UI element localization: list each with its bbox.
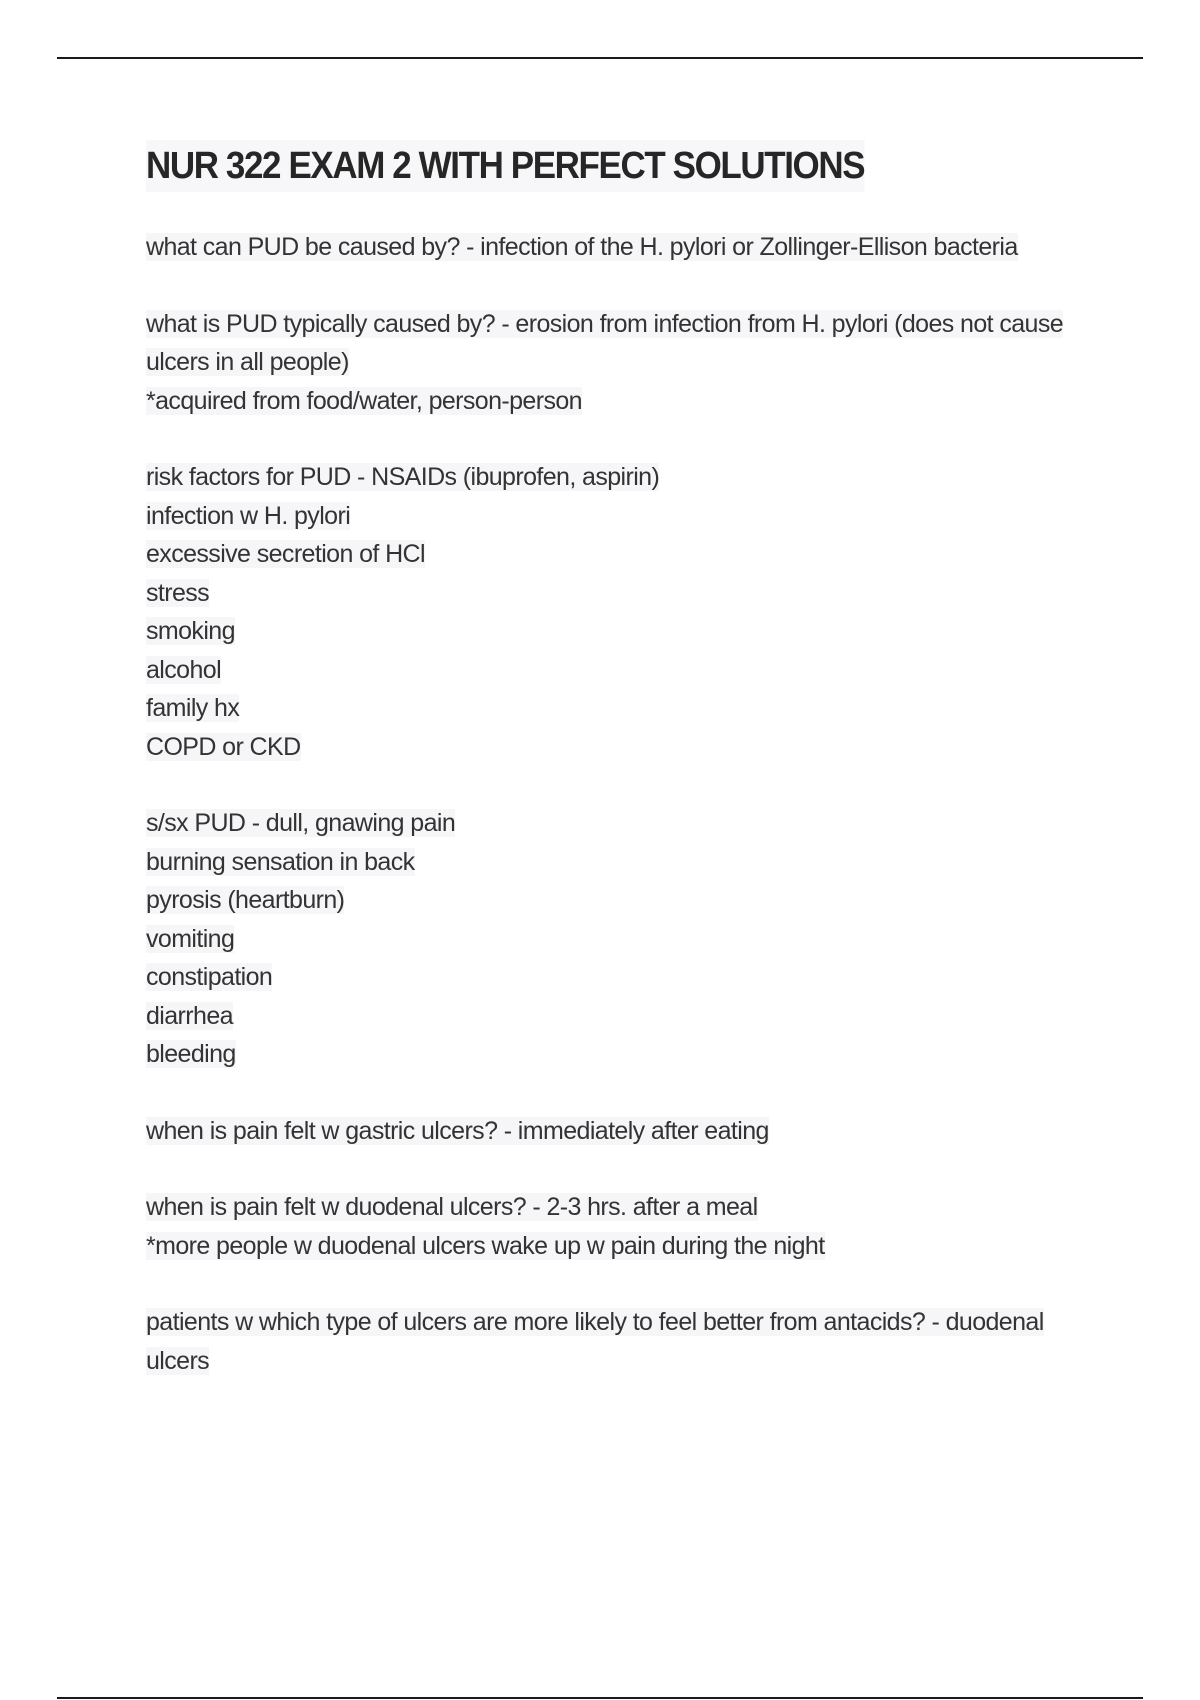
flashcard-6 <box>146 1188 1066 1265</box>
document-body <box>146 140 1066 1418</box>
card-line: patients w which type of ulcers are more likely to feel better from antacids? - duodenal <box>146 1308 1044 1336</box>
card-line: *acquired from food/water, person-person <box>146 386 582 415</box>
flashcard-4 <box>146 804 1066 1074</box>
bottom-rule <box>57 1697 1143 1699</box>
card-line: smoking <box>146 617 235 645</box>
card-line: diarrhea <box>146 1001 233 1030</box>
top-rule <box>57 57 1143 59</box>
card-line: excessive secretion of HCl <box>146 540 425 568</box>
flashcard-1 <box>146 228 1066 267</box>
card-line: s/sx PUD - dull, gnawing pain <box>146 809 456 837</box>
card-line: family hx <box>146 694 240 722</box>
card-line: COPD or CKD <box>146 732 301 761</box>
card-line: ulcers in all people) <box>146 348 349 376</box>
card-line: constipation <box>146 963 273 991</box>
flashcard-2 <box>146 305 1066 421</box>
flashcard-7 <box>146 1303 1066 1380</box>
card-line: burning sensation in back <box>146 847 415 876</box>
flashcard-3 <box>146 458 1066 766</box>
card-line: pyrosis (heartburn) <box>146 886 345 914</box>
card-line: vomiting <box>146 924 235 953</box>
card-line: when is pain felt w duodenal ulcers? - 2-3 hrs. after a meal <box>146 1193 758 1221</box>
card-line: what is PUD typically caused by? - erosion from infection from H. pylori (does not cause <box>146 309 1064 338</box>
card-line: alcohol <box>146 655 222 684</box>
card-line: stress <box>146 578 210 607</box>
card-line: risk factors for PUD - NSAIDs (ibuprofen, aspirin) <box>146 463 660 491</box>
document-title: NUR 322 EXAM 2 WITH PERFECT SOLUTIONS <box>146 140 864 192</box>
card-line: ulcers <box>146 1346 210 1375</box>
flashcard-5 <box>146 1112 1066 1151</box>
card-line: infection w H. pylori <box>146 501 351 530</box>
card-line: when is pain felt w gastric ulcers? - immediately after eating <box>146 1116 769 1145</box>
card-line: bleeding <box>146 1040 236 1068</box>
card-line: what can PUD be caused by? - infection of the H. pylori or Zollinger-Ellison bacteria <box>146 233 1018 261</box>
card-line: *more people w duodenal ulcers wake up w pain during the night <box>146 1231 825 1260</box>
